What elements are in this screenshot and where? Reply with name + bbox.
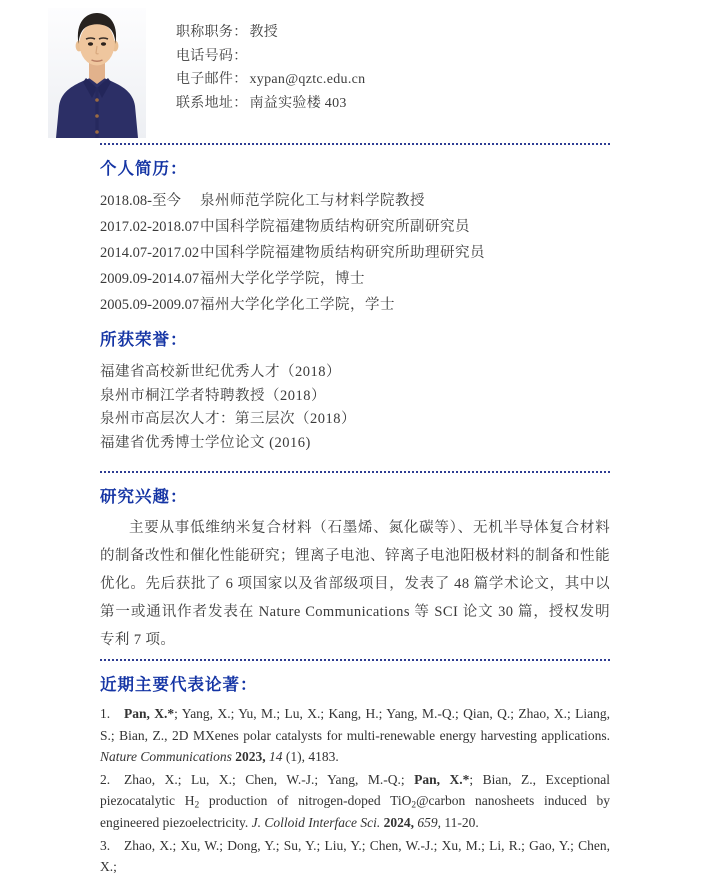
contact-label: 联系地址： bbox=[176, 95, 248, 111]
dotted-divider bbox=[100, 143, 610, 145]
publication-text-segment: production of nitrogen-doped TiO bbox=[199, 793, 412, 809]
honor-item: 泉州市桐江学者特聘教授（2018） bbox=[100, 387, 326, 404]
publication-text-segment: Pan, X.* bbox=[414, 771, 470, 787]
profile-header bbox=[0, 0, 710, 143]
contact-row bbox=[176, 45, 365, 69]
publication-text-segment: 2 bbox=[194, 800, 200, 811]
publication-text-segment: 2 bbox=[411, 800, 417, 811]
contact-value: xypan@qztc.edu.cn bbox=[249, 72, 366, 87]
interests-section-title: 研究兴趣： bbox=[100, 488, 188, 506]
resume-section-title: 个人简历： bbox=[100, 160, 188, 178]
resume-list bbox=[100, 188, 610, 318]
publication-text-segment: Pan, X.* bbox=[124, 706, 175, 721]
resume-desc: 中国科学院福建物质结构研究所副研究员 bbox=[200, 219, 470, 235]
publication-text-segment: @carbon nanosheets induced by engineered piezoelectricity. bbox=[100, 793, 610, 830]
dotted-divider bbox=[100, 471, 610, 473]
portrait-photo bbox=[48, 8, 146, 138]
publication-text-segment: Zhao, X.; Xu, W.; Dong, Y.; Su, Y.; Liu, Y.; Chen, W.-J.; Xu, M.; Li, R.; Gao, Y.; Chen, X.; bbox=[100, 837, 610, 875]
publication-text-segment: , 11-20. bbox=[437, 814, 479, 830]
publication-number: 1. bbox=[100, 706, 111, 721]
resume-period: 2009.09-2014.07 bbox=[100, 271, 200, 287]
contact-row bbox=[176, 92, 365, 116]
resume-entry bbox=[100, 266, 610, 292]
resume-entry bbox=[100, 292, 610, 318]
resume-period: 2018.08-至今 bbox=[100, 193, 181, 209]
contact-label: 电话号码： bbox=[176, 48, 248, 64]
dotted-divider bbox=[100, 659, 610, 661]
interests-paragraph: 主要从事低维纳米复合材料（石墨烯、氮化碳等）、无机半导体复合材料的制备改性和催化性能研究；锂离子电池、锌离子电池阳极材料的制备和性能优化。先后获批了 6 项国家以及省部级项目，发表了 48 篇学术论文，其中以第一或通讯作者发表在 Nature Communications 等 SCI 论文 30 篇，授权发明专利 7 项。 bbox=[100, 520, 610, 648]
publication-text-segment: (1), 4183. bbox=[282, 749, 339, 765]
resume-desc: 福州大学化学化工学院，学士 bbox=[200, 297, 395, 313]
contact-value: 南益实验楼 403 bbox=[249, 95, 347, 111]
publication-item bbox=[100, 703, 610, 768]
publication-text-segment: 2024, bbox=[383, 814, 415, 830]
publication-text-segment: ; Yang, X.; Yu, M.; Lu, X.; Kang, H.; Yang, M.-Q.; Qian, Q.; Zhao, X.; Liang, S.; Bian, Z., 2D MXenes polar catalysts for multi-renewable energy harvesting applications. bbox=[100, 706, 610, 743]
contact-value: 教授 bbox=[249, 25, 279, 40]
honor-item: 福建省优秀博士学位论文 (2016) bbox=[100, 434, 311, 451]
publication-text-segment: 14 bbox=[269, 749, 283, 765]
publication-item bbox=[100, 769, 610, 834]
contact-row bbox=[176, 68, 365, 92]
publication-text-segment: ; Bian, Z., Exceptional piezocatalytic H bbox=[100, 771, 610, 809]
resume-period: 2014.07-2017.02 bbox=[100, 245, 200, 261]
portrait-photo-illustration bbox=[48, 8, 146, 138]
honor-item: 福建省高校新世纪优秀人才（2018） bbox=[100, 364, 341, 380]
publication-number: 3. bbox=[100, 837, 111, 853]
honors-section-title: 所获荣誉： bbox=[100, 331, 188, 349]
honors-list bbox=[100, 361, 610, 455]
publication-number: 2. bbox=[100, 771, 111, 787]
contact-label: 职称职务： bbox=[176, 25, 248, 40]
resume-period: 2017.02-2018.07 bbox=[100, 219, 200, 235]
publication-text-segment: Nature Communications bbox=[100, 749, 232, 765]
publication-text-segment: J. Colloid Interface Sci. bbox=[251, 814, 381, 830]
publication-text-segment: 2023, bbox=[235, 749, 266, 765]
contact-row bbox=[176, 21, 365, 45]
publication-item bbox=[100, 835, 610, 878]
resume-entry bbox=[100, 188, 610, 214]
resume-entry bbox=[100, 240, 610, 266]
resume-period: 2005.09-2009.07 bbox=[100, 297, 200, 313]
resume-desc: 中国科学院福建物质结构研究所助理研究员 bbox=[200, 245, 485, 261]
contact-label: 电子邮件： bbox=[176, 72, 248, 87]
resume-entry bbox=[100, 214, 610, 240]
honor-item: 泉州市高层次人才：第三层次（2018） bbox=[100, 411, 356, 427]
resume-desc: 泉州师范学院化工与材料学院教授 bbox=[200, 193, 425, 209]
contact-list bbox=[176, 8, 365, 143]
publication-text-segment: 659 bbox=[417, 814, 438, 830]
resume-desc: 福州大学化学学院，博士 bbox=[200, 271, 365, 287]
publication-text-segment: Zhao, X.; Lu, X.; Chen, W.-J.; Yang, M.-Q.; bbox=[124, 771, 415, 787]
publications-list bbox=[100, 703, 610, 878]
publications-section-title: 近期主要代表论著： bbox=[100, 676, 258, 694]
